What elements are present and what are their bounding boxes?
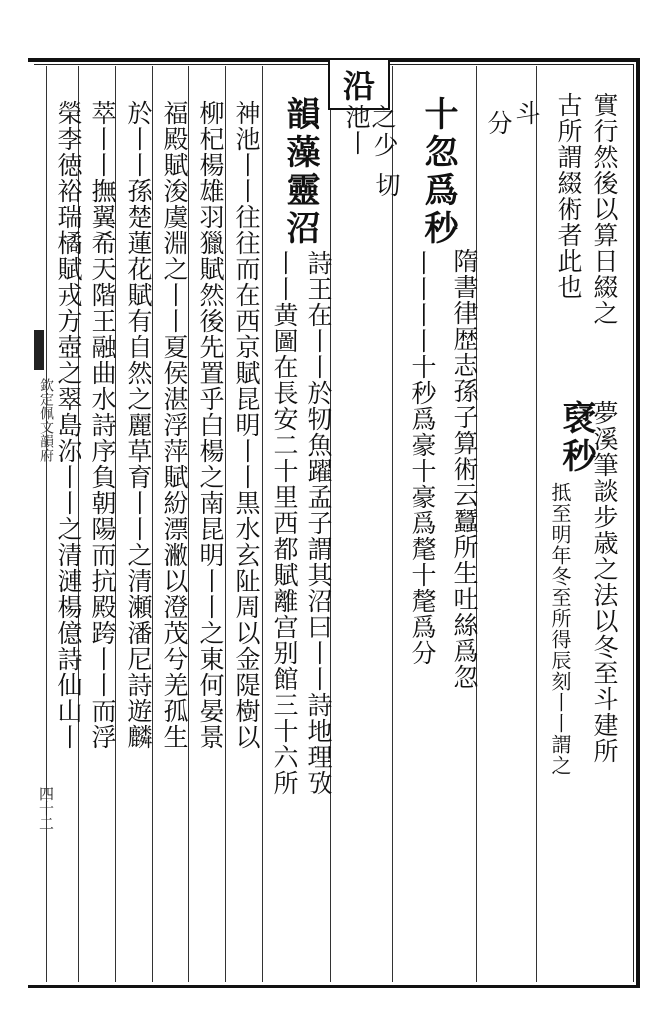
text-column: 十忽爲秒 <box>418 96 458 248</box>
text-column: 隋書律歴志孫子算術云蠶所生吐絲爲忽 <box>450 248 479 690</box>
column-rule <box>46 66 47 982</box>
column-rule <box>392 66 393 982</box>
text-column: 實行然後以算日綴之 <box>590 92 619 326</box>
text-column: 少 <box>370 132 399 158</box>
text-column: 抵至明年冬至所得辰刻丨丨謂之 <box>548 482 572 776</box>
text-column: 詩王在丨丨於牣魚躍孟子謂其沼曰丨丨詩地理攷 <box>304 250 333 796</box>
text-column: 榮李徳裕瑞橘賦戎方壺之翠島沵丨丨之清漣楊億詩仙山丨 <box>54 100 83 750</box>
text-column: 古所謂綴術者此也 <box>554 92 583 300</box>
text-column: 福殿賦浚虞淵之丨丨夏侯湛浮萍賦紛漂潎以澄茂兮羌孤生 <box>160 100 189 750</box>
page-number: 四十二 <box>37 786 55 831</box>
text-column: 丨丨黄圖在長安二十里西都賦離宫别館三十六所 <box>270 250 299 796</box>
text-column: 神池丨丨往往而在西京賦昆明丨丨黒水玄阯周以金隄樹以 <box>232 100 261 750</box>
text-column: 於丨丨孫楚蓮花賦有自然之麗草育丨丨之清瀬潘尼詩遊麟 <box>124 100 153 750</box>
text-column: 之 <box>368 104 397 130</box>
column-rule <box>536 66 537 982</box>
text-column: 韻藻靈沼 <box>280 96 320 248</box>
text-column: 裦秒 <box>556 400 596 476</box>
text-column: 萃丨丨撫翼希天階王融曲水詩序負朝陽而抗殿跨丨丨而浮 <box>88 100 117 750</box>
edge-title: 欽定佩文韻府 <box>38 378 54 462</box>
text-column: 夢溪筆談步歳之法以冬至斗建所 <box>590 400 619 764</box>
text-column: 池丨 <box>342 104 371 156</box>
headword-box: 沿 <box>328 60 390 110</box>
edge-mark <box>34 330 44 370</box>
text-column: 分 <box>484 110 513 136</box>
text-column: 柳杞楊雄羽獵賦然後先置乎白楊之南昆明丨丨之東何晏景 <box>196 100 225 750</box>
text-column: 切 <box>372 172 401 198</box>
text-column: 丨丨丨丨十秒爲豪十豪爲氂十氂爲分 <box>408 250 437 666</box>
text-column: 斗 <box>512 100 541 126</box>
